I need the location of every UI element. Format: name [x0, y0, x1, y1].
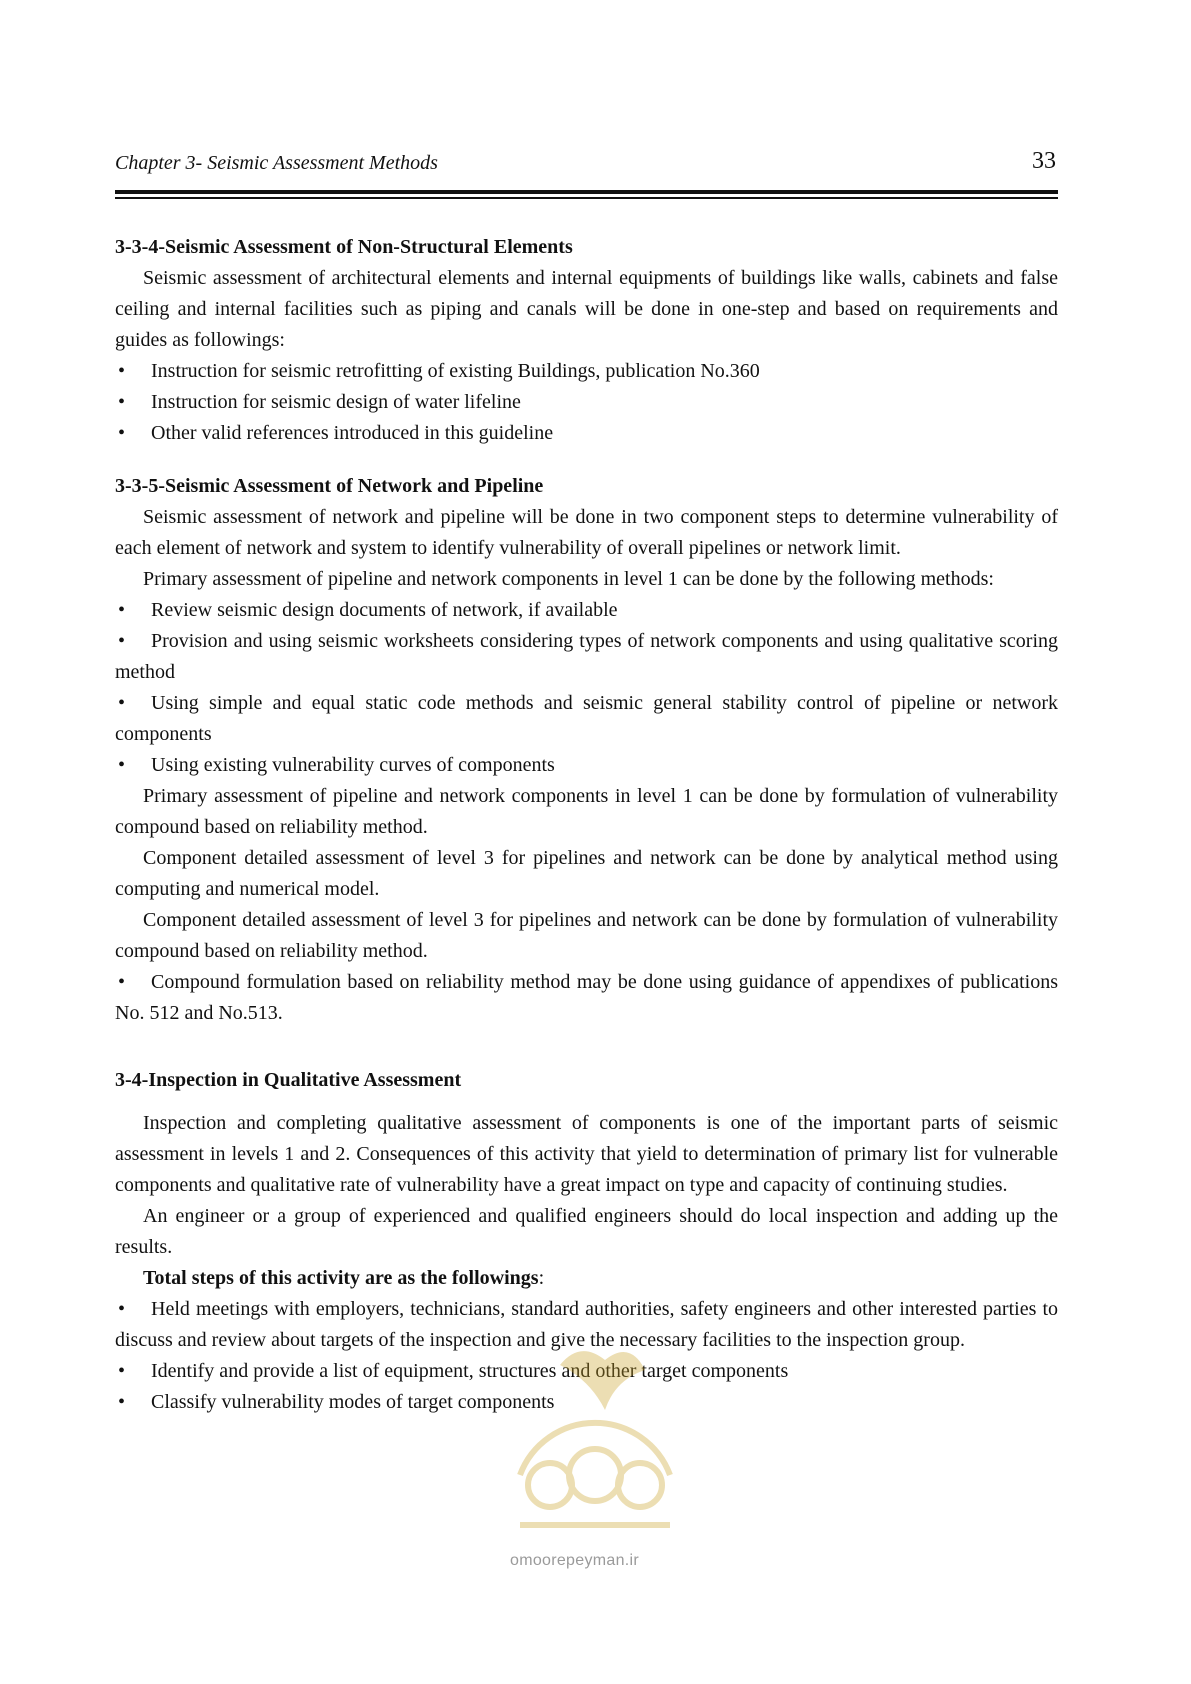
bullet-icon: • — [118, 1391, 126, 1413]
bullet-icon: • — [118, 754, 126, 776]
paragraph: An engineer or a group of experienced and qualified engineers should do local inspection and adding up the results. — [115, 1205, 1058, 1258]
bullet-item: • Identify and provide a list of equipment, structures and other target components — [115, 1356, 1058, 1387]
section-heading-3-3-4: 3-3-4-Seismic Assessment of Non-Structural Elements — [115, 236, 573, 258]
watermark-url: omoorepeyman.ir — [510, 1552, 639, 1569]
paragraph: Primary assessment of pipeline and network components in level 1 can be done by formulation of vulnerability compound based on reliability method. — [115, 785, 1058, 838]
bullet-icon: • — [118, 971, 126, 993]
section-heading-3-3-5: 3-3-5-Seismic Assessment of Network and Pipeline — [115, 475, 544, 497]
paragraph: Inspection and completing qualitative assessment of components is one of the important parts of seismic assessment in levels 1 and 2. Consequences of this activity that yield to determination of primary list for vulnerable components and qualitative rate of vulnerability have a great impact on type and capacity of continuing studies. — [115, 1112, 1058, 1196]
bullet-icon: • — [118, 391, 126, 413]
chapter-title: Chapter 3- Seismic Assessment Methods — [115, 152, 438, 174]
bullet-item: • Using existing vulnerability curves of components — [115, 750, 1058, 781]
bullet-icon: • — [118, 692, 126, 714]
bullet-item: • Instruction for seismic retrofitting of existing Buildings, publication No.360 — [115, 356, 1058, 387]
header-rule-thin — [115, 197, 1058, 199]
bullet-item: • Held meetings with employers, technicians, standard authorities, safety engineers and other interested parties to discuss and review about targets of the inspection and give the necessary facilities to the inspection group. — [115, 1294, 1058, 1356]
watermark-logo-icon — [490, 1325, 700, 1555]
bullet-item: • Instruction for seismic design of water lifeline — [115, 387, 1058, 418]
bullet-icon: • — [118, 1360, 126, 1382]
bullet-icon: • — [118, 599, 126, 621]
header-rule-thick — [115, 190, 1058, 194]
bullet-item: • Using simple and equal static code methods and seismic general stability control of pipeline or network components — [115, 688, 1058, 750]
paragraph: Component detailed assessment of level 3 for pipelines and network can be done by formulation of vulnerability compound based on reliability method. — [115, 909, 1058, 962]
page-number: 33 — [1032, 148, 1056, 174]
bullet-icon: • — [118, 630, 126, 652]
bullet-icon: • — [118, 360, 126, 382]
bullet-item: • Other valid references introduced in this guideline — [115, 418, 1058, 449]
paragraph: Seismic assessment of network and pipeline will be done in two component steps to determine vulnerability of each element of network and system to identify vulnerability of overall pipelines or network limit. — [115, 506, 1058, 559]
bullet-item: • Classify vulnerability modes of target components — [115, 1387, 1058, 1418]
paragraph: Seismic assessment of architectural elements and internal equipments of buildings like walls, cabinets and false ceiling and internal facilities such as piping and canals will be done in one-step and based on requirements and guides as followings: — [115, 267, 1058, 351]
paragraph: Primary assessment of pipeline and network components in level 1 can be done by the following methods: — [143, 568, 994, 590]
bullet-item: • Compound formulation based on reliability method may be done using guidance of appendixes of publications No. 512 and No.513. — [115, 967, 1058, 1029]
bullet-icon: • — [118, 1298, 126, 1320]
paragraph: Component detailed assessment of level 3 for pipelines and network can be done by analytical method using computing and numerical model. — [115, 847, 1058, 900]
lead-text: Total steps of this activity are as the followings — [143, 1267, 539, 1289]
section-heading-3-4: 3-4-Inspection in Qualitative Assessment — [115, 1069, 462, 1091]
lead-colon: : — [538, 1267, 545, 1289]
running-header — [115, 148, 1058, 178]
body-text — [115, 232, 1058, 1418]
bullet-item: • Provision and using seismic worksheets considering types of network components and using qualitative scoring method — [115, 626, 1058, 688]
lead-paragraph — [115, 1263, 1058, 1294]
bullet-item: • Review seismic design documents of network, if available — [115, 595, 1058, 626]
bullet-icon: • — [118, 422, 126, 444]
